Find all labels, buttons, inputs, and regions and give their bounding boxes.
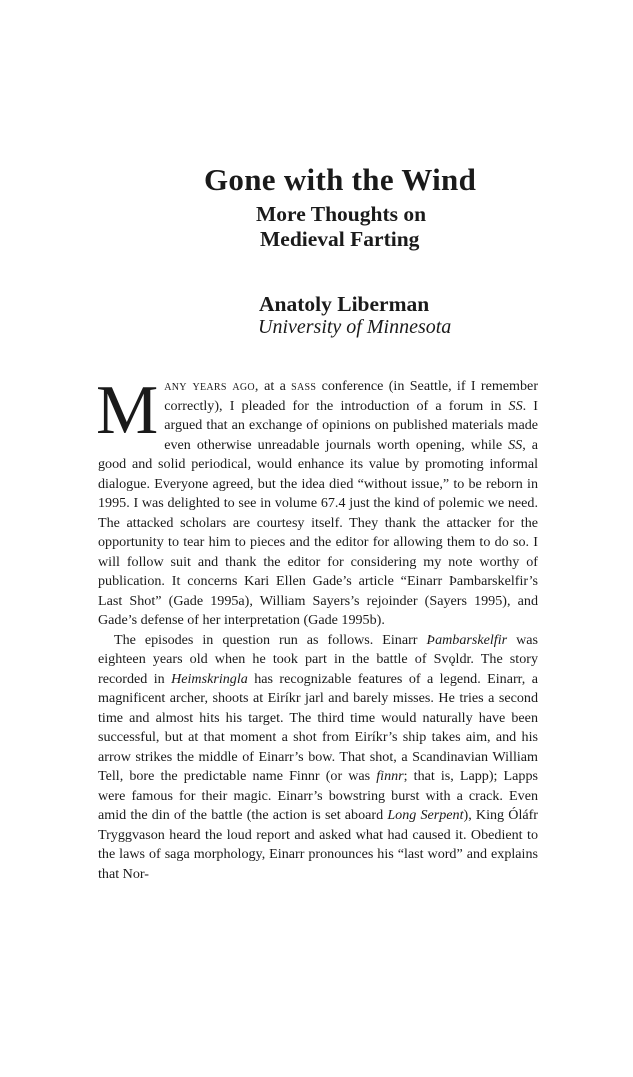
article-subtitle-line1: More Thoughts on [256,202,427,226]
work-title: Heimskringla [171,670,248,687]
author-affiliation: University of Minnesota [258,316,452,338]
article-subtitle-line2: Medieval Farting [260,227,420,251]
lead-in: any years ago, [164,378,259,394]
sass-abbrev: sass [291,378,317,394]
journal-abbrev: SS [508,397,523,414]
term-italic: finnr [376,768,404,784]
paragraph-2: The episodes in question run as follows. Einarr Þambarskelfir was eighteen years old when he took part in the battle of Svǫldr. The story recorded in Heimskringla has recognizable features of a legend. Einarr, a magnificent archer, shoots at Eiríkr jarl and barely misses. He tries a second time and almost hits his target. The third time would naturally have been successful, but at that moment a shot from Eiríkr’s ship takes aim, and his arrow strikes the middle of Einarr’s bow. That shot, a Scandinavian William Tell, bore the predictable name Finnr (or was finnr; that is, Lapp); Lapps were famous for their magic. Einarr’s bowstring burst with a crack. Even amid the din of the battle (the action is set aboard Long Serpent), King Óláfr Tryggvason heard the loud report and asked what had caused it. Obedient to the laws of saga morphology, Einarr pronounces his “last word” and explains that Nor- [98,631,538,882]
name-italic: Þambarskelfir [426,631,508,648]
journal-abbrev: SS [508,436,523,453]
article-body [96,372,539,884]
article-title: Gone with the Wind [204,162,477,197]
ship-name: Long Serpent [387,807,464,823]
author-name: Anatoly Liberman [259,292,430,316]
drop-cap: M [96,372,159,449]
paragraph-1: Many years ago, at a sass conference (in Seattle, if I remember correctly), I pleaded for the introduction of a forum in SS. I argued that an exchange of opinions on published materials made even otherwise unreadable journals worth opening, while SS, a good and solid periodical, would enhance its value by promoting informal dialogue. Everyone agreed, but the idea died “without issue,” to be reborn in 1995. I was delighted to see in volume 67.4 just the kind of polemic we need. The attacked scholars are courtesy itself. They thank the attacker for the opportunity to tear him to pieces and the editor for allowing them to do so. I will follow suit and thank the editor for considering my note worthy of publication. It concerns Kari Ellen Gade’s article “Einarr Þambarskelfir’s Last Shot” (Gade 1995a), William Sayers’s rejoinder (Sayers 1995), and Gade’s defense of her interpretation (Gade 1995b). [96,372,539,628]
